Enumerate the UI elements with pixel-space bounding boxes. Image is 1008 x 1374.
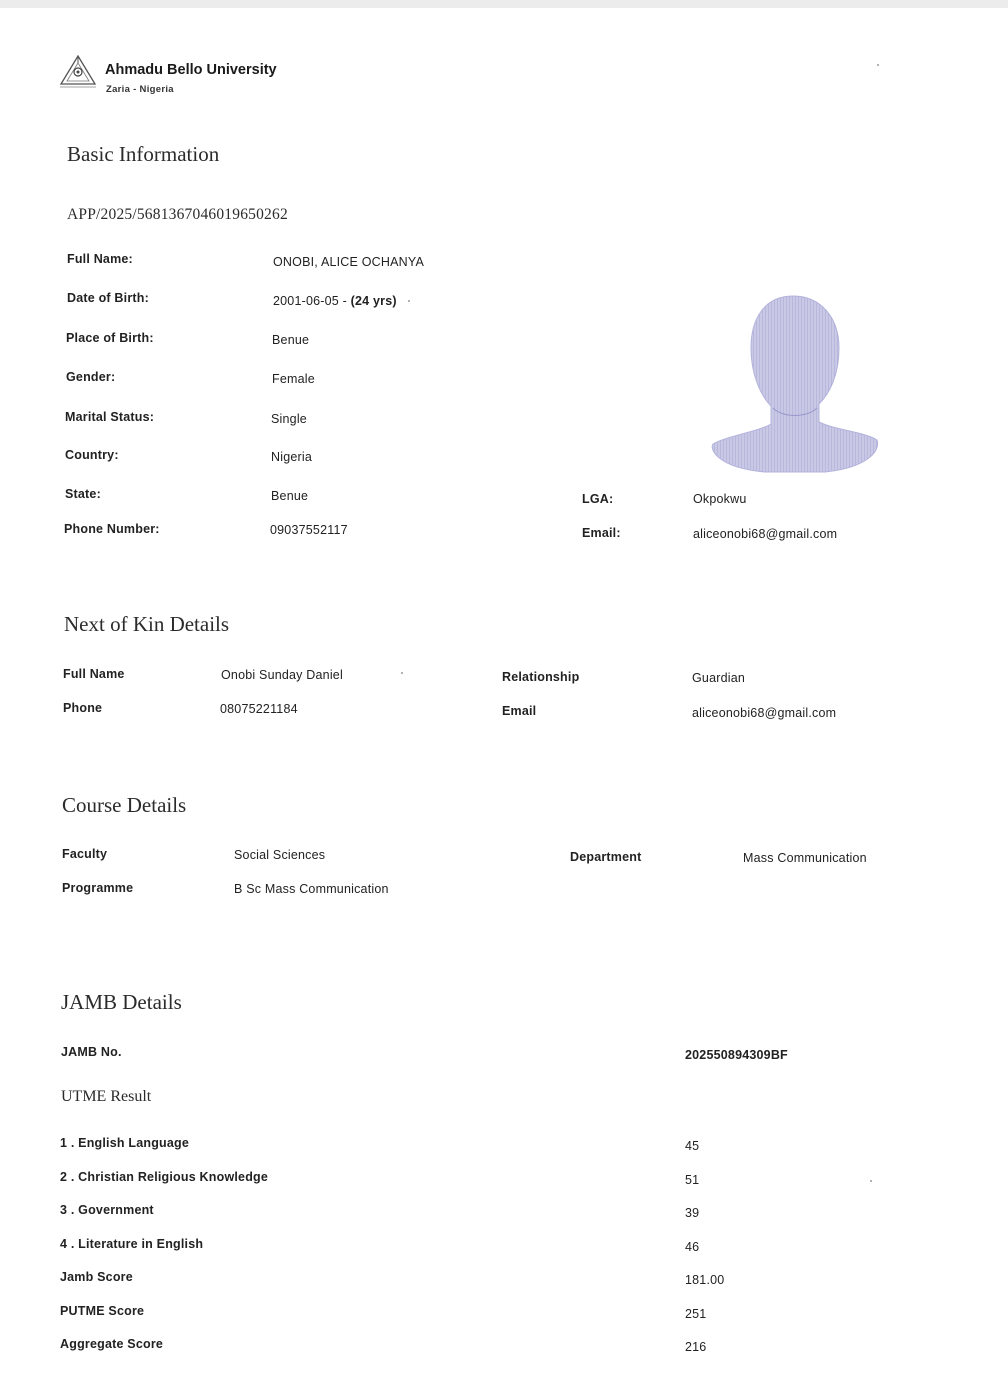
gender-value: Female: [272, 372, 315, 386]
subject-score: 45: [685, 1139, 700, 1153]
scan-speck: [408, 300, 410, 302]
top-strip: [0, 0, 1008, 8]
dob-value: [273, 294, 397, 308]
aggregate-score-value: 216: [685, 1340, 707, 1354]
gender-label: Gender:: [66, 370, 116, 384]
university-logo-icon: [58, 54, 98, 92]
nok-email-label: Email: [502, 704, 537, 718]
jamb-details-title: JAMB Details: [61, 990, 182, 1014]
programme-label: Programme: [62, 881, 134, 895]
faculty-value: Social Sciences: [234, 848, 326, 862]
marital-status-label: Marital Status:: [65, 410, 155, 424]
dob-label: Date of Birth:: [67, 291, 149, 305]
jamb-no-value: 202550894309BF: [685, 1048, 788, 1062]
jamb-no-label: JAMB No.: [61, 1045, 122, 1059]
scan-speck: [877, 64, 879, 66]
lga-label: LGA:: [582, 492, 614, 506]
nok-relationship-label: Relationship: [502, 670, 580, 684]
nok-full-name-label: Full Name: [63, 667, 125, 681]
subject-score: 46: [685, 1240, 700, 1254]
nok-phone-value: 08075221184: [220, 702, 298, 716]
passport-photo-icon: [705, 292, 885, 477]
programme-value: B Sc Mass Communication: [234, 882, 389, 896]
putme-score-label: PUTME Score: [60, 1304, 145, 1318]
jamb-score-label: Jamb Score: [60, 1270, 133, 1284]
email-label: Email:: [582, 526, 621, 540]
nok-full-name-value: Onobi Sunday Daniel: [221, 668, 343, 682]
subject-label: 2 . Christian Religious Knowledge: [60, 1170, 269, 1184]
nok-phone-label: Phone: [63, 701, 103, 715]
next-of-kin-title: Next of Kin Details: [64, 612, 230, 636]
aggregate-score-label: Aggregate Score: [60, 1337, 164, 1351]
department-label: Department: [570, 850, 642, 864]
full-name-value: ONOBI, ALICE OCHANYA: [273, 255, 425, 269]
jamb-score-value: 181.00: [685, 1273, 725, 1287]
application-number: APP/2025/5681367046019650262: [67, 206, 288, 223]
phone-value: 09037552117: [270, 523, 348, 537]
subject-label: 3 . Government: [60, 1203, 154, 1217]
department-value: Mass Communication: [743, 851, 867, 865]
nok-email-value: aliceonobi68@gmail.com: [692, 706, 837, 720]
university-location: Zaria - Nigeria: [106, 84, 174, 95]
place-of-birth-label: Place of Birth:: [66, 331, 154, 345]
lga-value: Okpokwu: [693, 492, 747, 506]
scan-speck: [401, 672, 403, 674]
utme-result-title: UTME Result: [61, 1088, 152, 1105]
subject-score: 39: [685, 1206, 700, 1220]
scan-speck: [870, 1180, 872, 1182]
basic-info-title: Basic Information: [67, 142, 220, 166]
marital-status-value: Single: [271, 412, 307, 426]
phone-label: Phone Number:: [64, 522, 160, 536]
full-name-label: Full Name:: [67, 252, 133, 266]
course-details-title: Course Details: [62, 793, 187, 817]
email-value: aliceonobi68@gmail.com: [693, 527, 838, 541]
place-of-birth-value: Benue: [272, 333, 310, 347]
age: (24 yrs): [350, 294, 397, 308]
subject-score: 51: [685, 1173, 700, 1187]
state-value: Benue: [271, 489, 309, 503]
subject-label: 4 . Literature in English: [60, 1237, 204, 1251]
state-label: State:: [65, 487, 101, 501]
country-label: Country:: [65, 448, 119, 462]
putme-score-value: 251: [685, 1307, 707, 1321]
country-value: Nigeria: [271, 450, 312, 464]
dob-date: 2001-06-05 -: [273, 294, 351, 308]
faculty-label: Faculty: [62, 847, 108, 861]
nok-relationship-value: Guardian: [692, 671, 746, 685]
subject-label: 1 . English Language: [60, 1136, 190, 1150]
university-name: Ahmadu Bello University: [105, 62, 277, 78]
